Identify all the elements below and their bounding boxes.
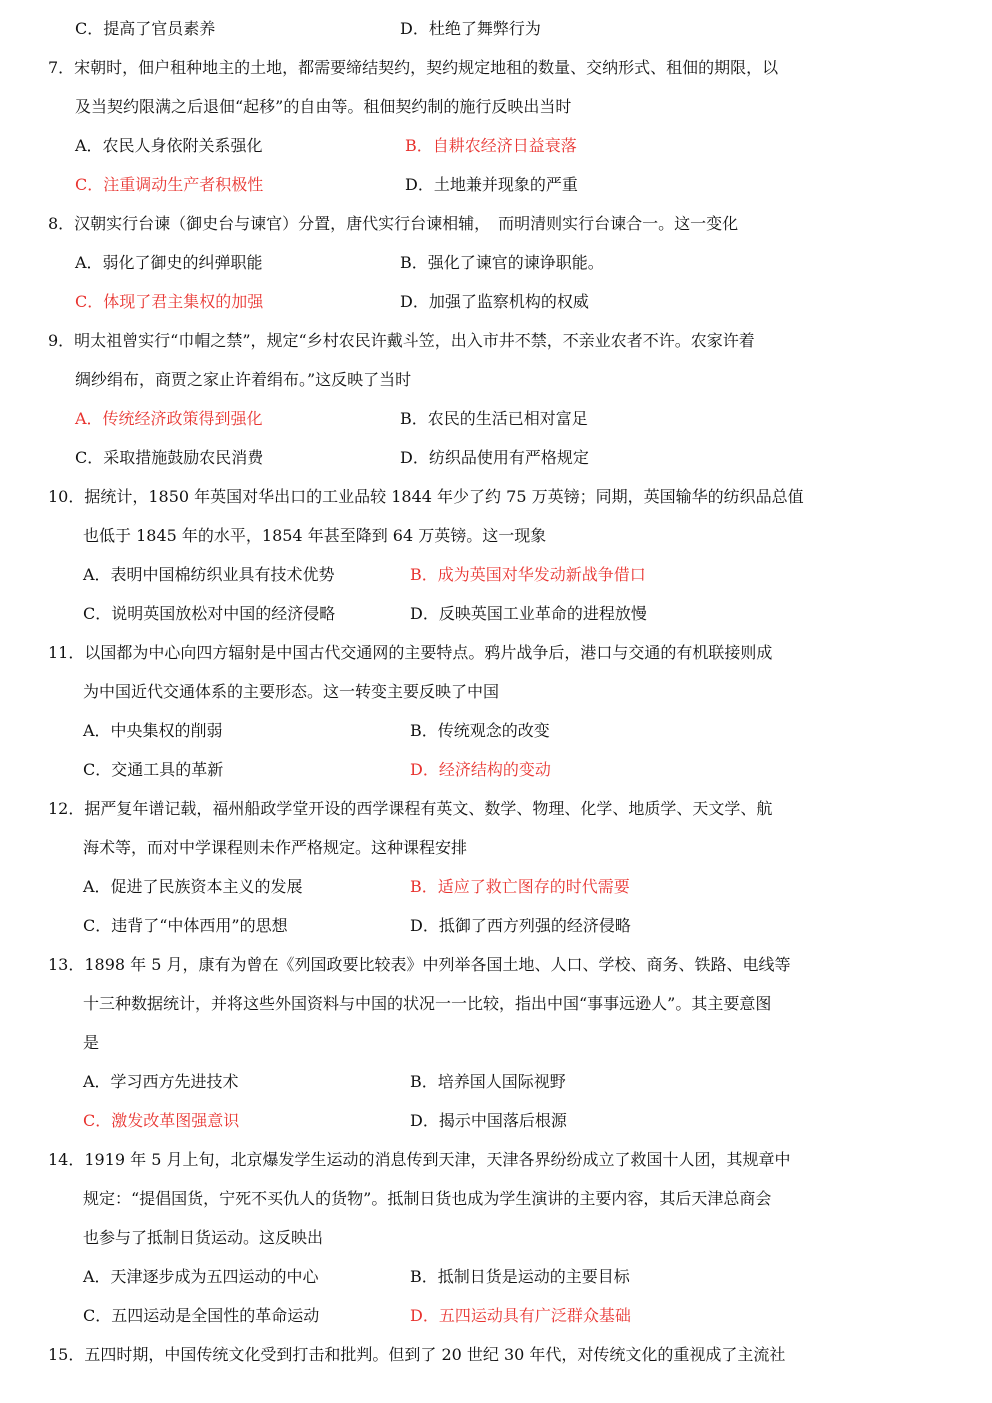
q14-option-d: D．五四运动具有广泛群众基础 bbox=[410, 1306, 631, 1325]
q12-stem-line-1: 12．据严复年谱记载，福州船政学堂开设的西学课程有英文、数学、物理、化学、地质学、天文学、航 bbox=[48, 799, 773, 818]
q12-option-a: A．促进了民族资本主义的发展 bbox=[83, 877, 303, 896]
q11-option-a: A．中央集权的削弱 bbox=[83, 721, 223, 740]
q10-option-c: C．说明英国放松对中国的经济侵略 bbox=[83, 604, 336, 623]
q8-stem-line-1: 8．汉朝实行台谏（御史台与谏官）分置，唐代实行台谏相辅， 而明清则实行台谏合一。这一变化 bbox=[48, 214, 739, 233]
q8-option-c: C．体现了君主集权的加强 bbox=[75, 292, 264, 311]
q13-stem-line-1: 13．1898 年 5 月，康有为曾在《列国政要比较表》中列举各国土地、人口、学校、商务、铁路、电线等 bbox=[48, 955, 791, 974]
q13-option-b: B．培养国人国际视野 bbox=[410, 1072, 566, 1091]
q8-option-d: D．加强了监察机构的权威 bbox=[400, 292, 589, 311]
q10-option-d: D．反映英国工业革命的进程放慢 bbox=[410, 604, 647, 623]
q14-stem-line-1: 14．1919 年 5 月上旬，北京爆发学生运动的消息传到天津，天津各界纷纷成立了救国十人团，其规章中 bbox=[48, 1150, 791, 1169]
q12-option-d: D．抵御了西方列强的经济侵略 bbox=[410, 916, 631, 935]
q13-stem-line-2: 十三种数据统计，并将这些外国资料与中国的状况一一比较，指出中国“事事远逊人”。其主要意图 bbox=[83, 994, 772, 1013]
q9-option-b: B．农民的生活已相对富足 bbox=[400, 409, 588, 428]
q9-option-c: C．采取措施鼓励农民消费 bbox=[75, 448, 264, 467]
q6-option-d: D．杜绝了舞弊行为 bbox=[400, 19, 541, 38]
q9-stem-line-2: 绸纱绢布，商贾之家止许着绢布。”这反映了当时 bbox=[75, 370, 412, 389]
q7-option-c: C．注重调动生产者积极性 bbox=[75, 175, 264, 194]
q12-stem-line-2: 海术等，而对中学课程则未作严格规定。这种课程安排 bbox=[83, 838, 468, 857]
q12-option-b: B．适应了救亡图存的时代需要 bbox=[410, 877, 630, 896]
q14-stem-line-2: 规定：“提倡国货，宁死不买仇人的货物”。抵制日货也成为学生演讲的主要内容，其后天津总商会 bbox=[83, 1189, 772, 1208]
q14-option-b: B．抵制日货是运动的主要目标 bbox=[410, 1267, 630, 1286]
q7-stem-line-1: 7．宋朝时，佃户租种地主的土地，都需要缔结契约，契约规定地租的数量、交纳形式、租佃的期限，以 bbox=[48, 58, 779, 77]
q6-option-c: C．提高了官员素养 bbox=[75, 19, 216, 38]
q12-option-c: C．违背了“中体西用”的思想 bbox=[83, 916, 288, 935]
q14-stem-line-3: 也参与了抵制日货运动。这反映出 bbox=[83, 1228, 324, 1247]
q7-option-b: B．自耕农经济日益衰落 bbox=[405, 136, 577, 155]
q10-stem-line-1: 10．据统计，1850 年英国对华出口的工业品较 1844 年少了约 75 万英镑；同期，英国输华的纺织品总值 bbox=[48, 487, 804, 506]
q9-stem-line-1: 9．明太祖曾实行“巾帽之禁”，规定“乡村农民许戴斗笠，出入市井不禁，不亲业农者不许。农家许着 bbox=[48, 331, 755, 350]
q7-stem-line-2: 及当契约限满之后退佃“起移”的自由等。租佃契约制的施行反映出当时 bbox=[75, 97, 572, 116]
q13-option-d: D．揭示中国落后根源 bbox=[410, 1111, 567, 1130]
q11-stem-line-2: 为中国近代交通体系的主要形态。这一转变主要反映了中国 bbox=[83, 682, 500, 701]
q7-option-d: D．土地兼并现象的严重 bbox=[405, 175, 578, 194]
q9-option-d: D．纺织品使用有严格规定 bbox=[400, 448, 589, 467]
q8-option-b: B．强化了谏官的谏诤职能。 bbox=[400, 253, 604, 272]
q8-option-a: A．弱化了御史的纠弹职能 bbox=[75, 253, 263, 272]
q11-stem-line-1: 11．以国都为中心向四方辐射是中国古代交通网的主要特点。鸦片战争后，港口与交通的有机联接则成 bbox=[48, 643, 773, 662]
q10-option-b: B．成为英国对华发动新战争借口 bbox=[410, 565, 646, 584]
q11-option-b: B．传统观念的改变 bbox=[410, 721, 550, 740]
q14-option-a: A．天津逐步成为五四运动的中心 bbox=[83, 1267, 319, 1286]
q10-option-a: A．表明中国棉纺织业具有技术优势 bbox=[83, 565, 335, 584]
q13-option-c: C．激发改革图强意识 bbox=[83, 1111, 240, 1130]
q7-option-a: A．农民人身依附关系强化 bbox=[75, 136, 263, 155]
q15-stem-line-1: 15．五四时期，中国传统文化受到打击和批判。但到了 20 世纪 30 年代，对传统文化的重视成了主流社 bbox=[48, 1345, 786, 1364]
q10-stem-line-2: 也低于 1845 年的水平，1854 年甚至降到 64 万英镑。这一现象 bbox=[83, 526, 547, 545]
q9-option-a: A．传统经济政策得到强化 bbox=[75, 409, 263, 428]
q11-option-c: C．交通工具的革新 bbox=[83, 760, 224, 779]
q11-option-d: D．经济结构的变动 bbox=[410, 760, 551, 779]
q13-option-a: A．学习西方先进技术 bbox=[83, 1072, 239, 1091]
q14-option-c: C．五四运动是全国性的革命运动 bbox=[83, 1306, 320, 1325]
q13-stem-line-3: 是 bbox=[83, 1033, 100, 1052]
